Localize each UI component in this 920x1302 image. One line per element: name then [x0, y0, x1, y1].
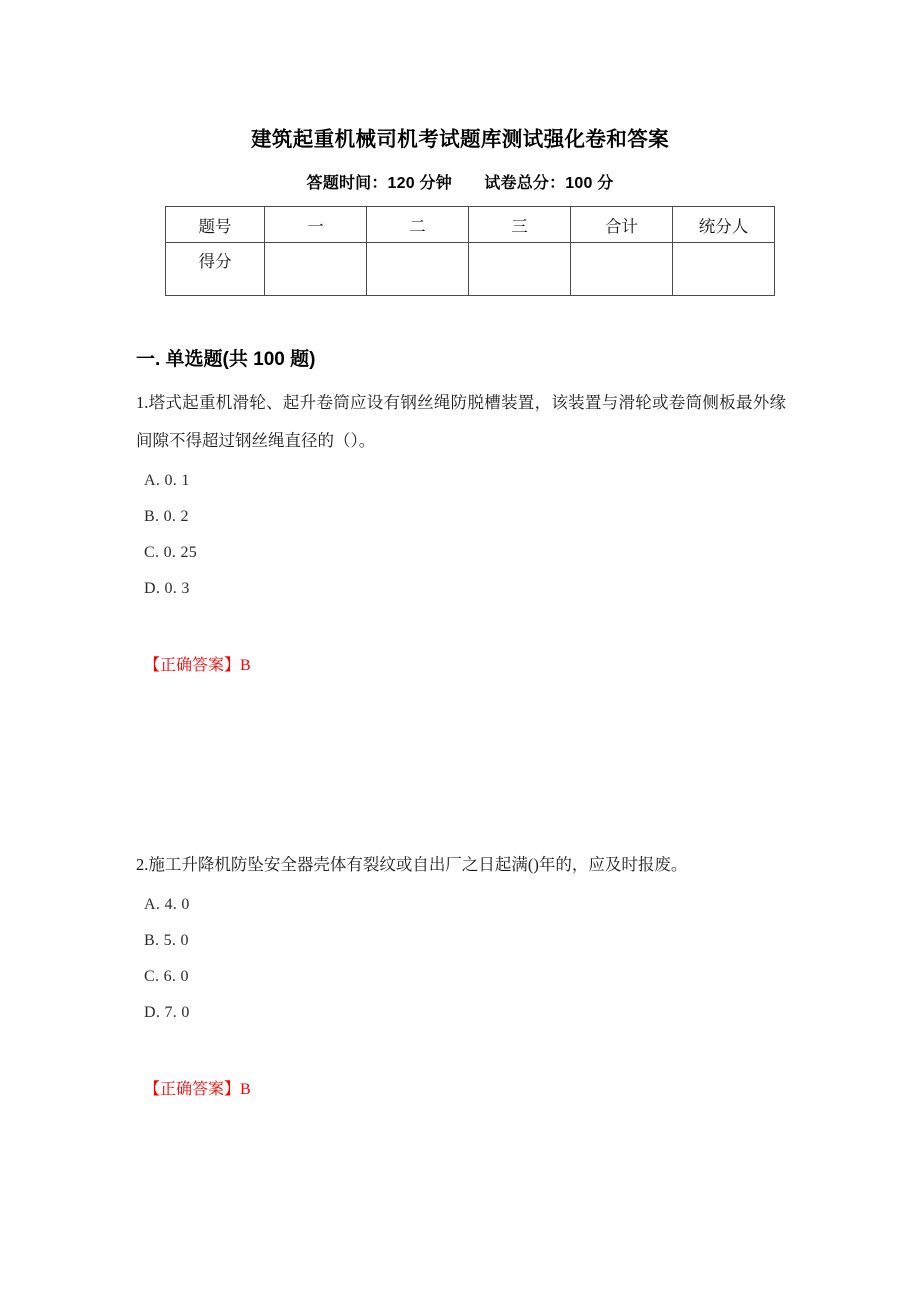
correct-answer-value: B [240, 657, 251, 674]
score-entry-cell[interactable] [265, 243, 367, 296]
option-b[interactable]: B. 0. 2 [144, 508, 189, 525]
table-header-cell: 统分人 [673, 207, 775, 243]
option-a[interactable]: A. 4. 0 [144, 896, 190, 913]
option-c[interactable]: C. 6. 0 [144, 968, 189, 985]
option-b[interactable]: B. 5. 0 [144, 932, 189, 949]
score-entry-cell[interactable] [367, 243, 469, 296]
table-header-cell: 合计 [571, 207, 673, 243]
question-stem: 2.施工升降机防坠安全器壳体有裂纹或自出厂之日起满()年的，应及时报废。 [136, 855, 688, 874]
table-row [166, 243, 775, 296]
correct-answer-line [136, 651, 786, 681]
correct-answer-label: 【正确答案】 [144, 1081, 241, 1098]
correct-answer-line [136, 1075, 786, 1105]
exam-meta-line: 答题时间：120 分钟 试卷总分：100 分 [306, 175, 614, 192]
option-d[interactable]: D. 0. 3 [144, 580, 190, 597]
table-header-cell: 一 [265, 207, 367, 243]
score-entry-cell[interactable] [571, 243, 673, 296]
option-c[interactable]: C. 0. 25 [144, 544, 198, 561]
table-header-cell: 三 [469, 207, 571, 243]
table-row-label: 得分 [166, 243, 265, 296]
option-d[interactable]: D. 7. 0 [144, 1004, 190, 1021]
score-table [165, 206, 775, 296]
question-block-1 [136, 384, 786, 681]
question-block-2 [136, 846, 786, 1105]
score-table-container [165, 206, 757, 296]
question-options [136, 463, 786, 607]
option-a[interactable]: A. 0. 1 [144, 472, 190, 489]
score-entry-cell[interactable] [469, 243, 571, 296]
table-header-row [166, 207, 775, 243]
section-heading-single-choice: 一. 单选题(共 100 题) [136, 349, 316, 370]
question-options [136, 887, 786, 1031]
page-title: 建筑起重机械司机考试题库测试强化卷和答案 [251, 128, 669, 151]
table-header-cell: 题号 [166, 207, 265, 243]
correct-answer-label: 【正确答案】 [144, 657, 241, 674]
correct-answer-value: B [240, 1081, 251, 1098]
score-entry-cell[interactable] [673, 243, 775, 296]
question-stem: 1.塔式起重机滑轮、起升卷筒应设有钢丝绳防脱槽装置，该装置与滑轮或卷筒侧板最外缘间隙不得超过钢丝绳直径的（）。 [136, 393, 786, 450]
table-header-cell: 二 [367, 207, 469, 243]
